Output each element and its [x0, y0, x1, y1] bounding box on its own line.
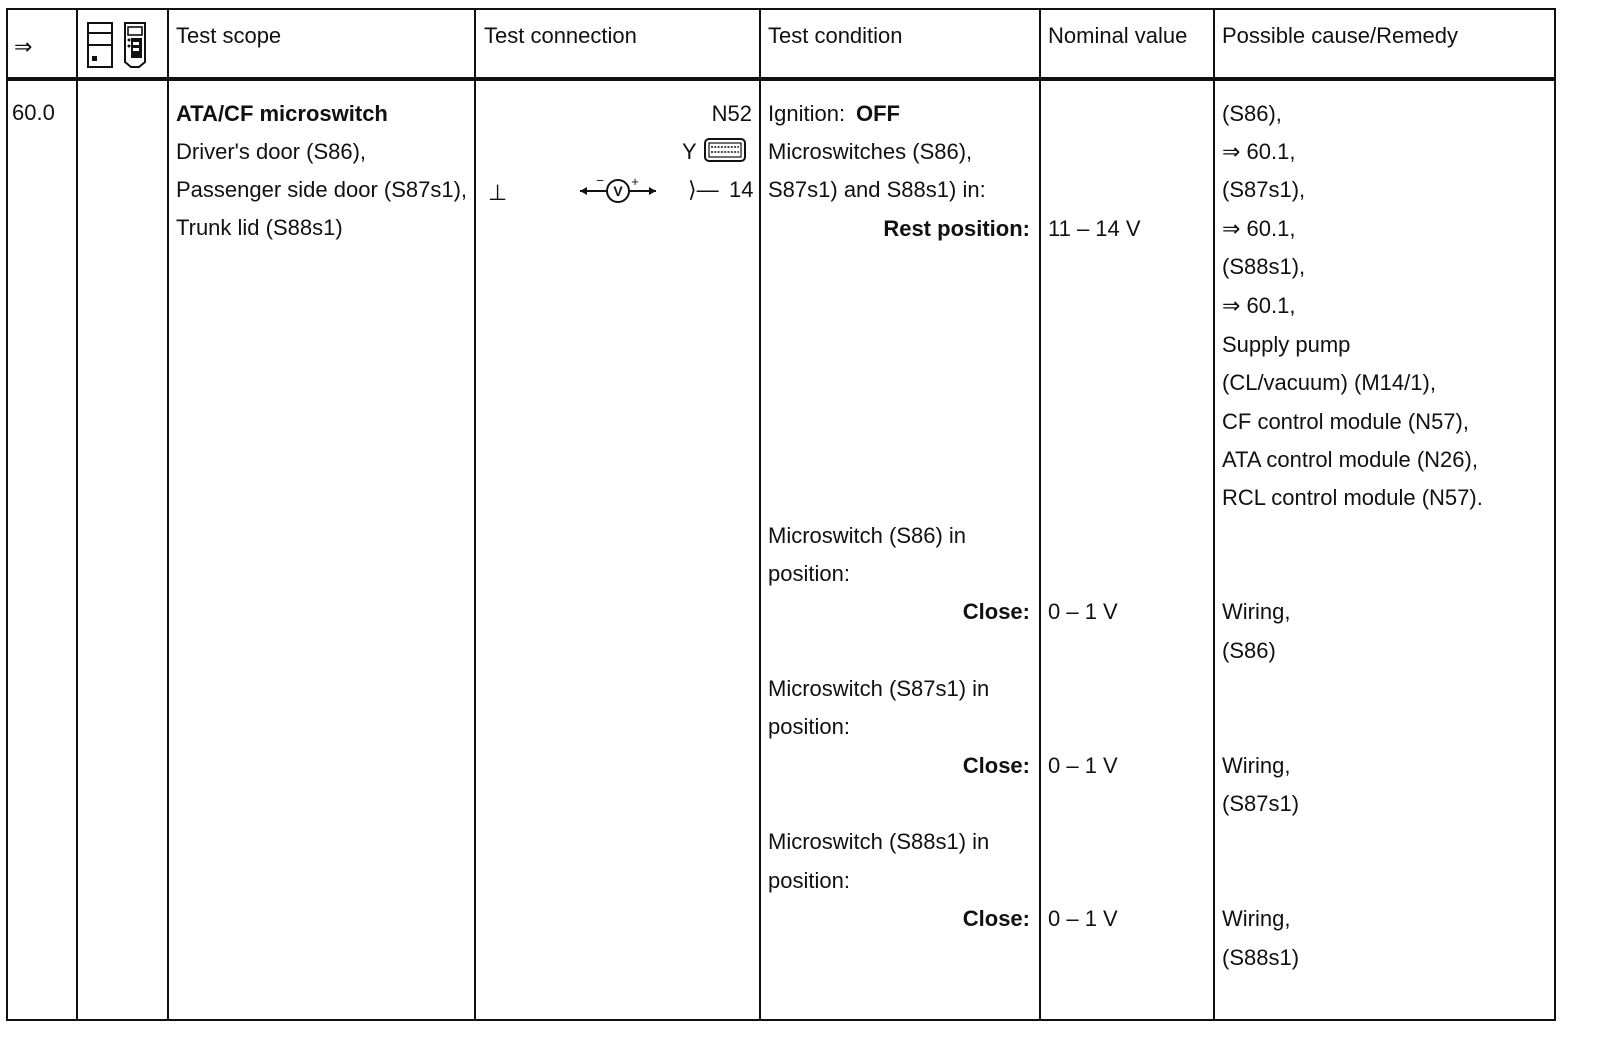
- nominal-value: 0 – 1 V: [1048, 753, 1118, 778]
- condition-line: S87s1) and S88s1) in:: [768, 177, 986, 202]
- connection-pin: 14: [729, 177, 754, 202]
- col-border: [474, 8, 476, 1021]
- cause-line: (S87s1): [1222, 791, 1300, 816]
- header-arrow: ⇒: [14, 34, 33, 59]
- col-border: [759, 8, 761, 1021]
- condition-line: position:: [768, 714, 850, 739]
- header-possible-cause: Possible cause/Remedy: [1222, 23, 1459, 48]
- col-border: [76, 8, 78, 1021]
- cause-line: Supply pump: [1222, 332, 1351, 357]
- nominal-value: 0 – 1 V: [1048, 906, 1118, 931]
- cause-line: (S86): [1222, 638, 1276, 663]
- cause-line: Wiring,: [1222, 906, 1291, 931]
- condition-line: Microswitches (S86),: [768, 139, 973, 164]
- col-border: [167, 8, 169, 1021]
- nominal-value: 0 – 1 V: [1048, 599, 1118, 624]
- col-border: [6, 8, 8, 1021]
- header-test-condition: Test condition: [768, 23, 903, 48]
- cause-line: ⇒ 60.1,: [1222, 216, 1296, 241]
- header-nominal-value: Nominal value: [1048, 23, 1188, 48]
- condition-ignition-label: Ignition:: [768, 101, 846, 126]
- condition-line: Microswitch (S88s1) in: [768, 829, 990, 854]
- col-border: [1213, 8, 1215, 1021]
- cause-line: CF control module (N57),: [1222, 409, 1469, 434]
- scope-line: Driver's door (S86),: [176, 139, 367, 164]
- scope-line: Passenger side door (S87s1),: [176, 177, 468, 202]
- condition-line: position:: [768, 868, 850, 893]
- connection-plug: Y: [682, 139, 697, 164]
- table-bottom-border: [6, 1019, 1556, 1021]
- condition-line: Microswitch (S86) in: [768, 523, 967, 548]
- cause-line: (CL/vacuum) (M14/1),: [1222, 370, 1436, 395]
- nominal-value: 11 – 14 V: [1048, 216, 1141, 241]
- connection-pin-symbol: ⟩—: [688, 177, 719, 202]
- connector-plug-icon: [704, 138, 746, 162]
- scope-line: Trunk lid (S88s1): [176, 215, 343, 240]
- connection-module: N52: [711, 101, 752, 126]
- col-border: [1039, 8, 1041, 1021]
- col-border: [1554, 8, 1556, 1021]
- voltmeter-icon: [578, 173, 658, 206]
- svg-text:−: −: [596, 173, 604, 188]
- header-test-connection: Test connection: [484, 23, 637, 48]
- cause-line: ⇒ 60.1,: [1222, 293, 1296, 318]
- cause-line: ⇒ 60.1,: [1222, 139, 1296, 164]
- condition-ignition-value: OFF: [856, 101, 900, 126]
- cause-line: (S86),: [1222, 101, 1282, 126]
- multimeter-icon: [123, 22, 147, 68]
- connection-ground-symbol: ⊥: [488, 180, 508, 205]
- condition-line: Microswitch (S87s1) in: [768, 676, 990, 701]
- scope-title: ATA/CF microswitch: [176, 101, 388, 126]
- cause-line: (S88s1): [1222, 945, 1300, 970]
- condition-position: Rest position:: [883, 216, 1030, 241]
- step-number: 60.0: [12, 100, 55, 125]
- cause-line: (S87s1),: [1222, 177, 1306, 202]
- cause-line: Wiring,: [1222, 599, 1291, 624]
- header-bottom-border: [6, 77, 1556, 81]
- svg-text:+: +: [631, 174, 639, 189]
- table-top-border: [6, 8, 1556, 10]
- svg-text:V: V: [613, 183, 623, 199]
- cause-line: (S88s1),: [1222, 254, 1306, 279]
- cause-line: RCL control module (N57).: [1222, 485, 1483, 510]
- header-test-scope: Test scope: [176, 23, 282, 48]
- condition-line: position:: [768, 561, 850, 586]
- cause-line: Wiring,: [1222, 753, 1291, 778]
- handheld-tester-icon: [87, 22, 113, 68]
- condition-position: Close:: [962, 753, 1030, 778]
- cause-line: ATA control module (N26),: [1222, 447, 1478, 472]
- condition-position: Close:: [962, 599, 1030, 624]
- condition-position: Close:: [962, 906, 1030, 931]
